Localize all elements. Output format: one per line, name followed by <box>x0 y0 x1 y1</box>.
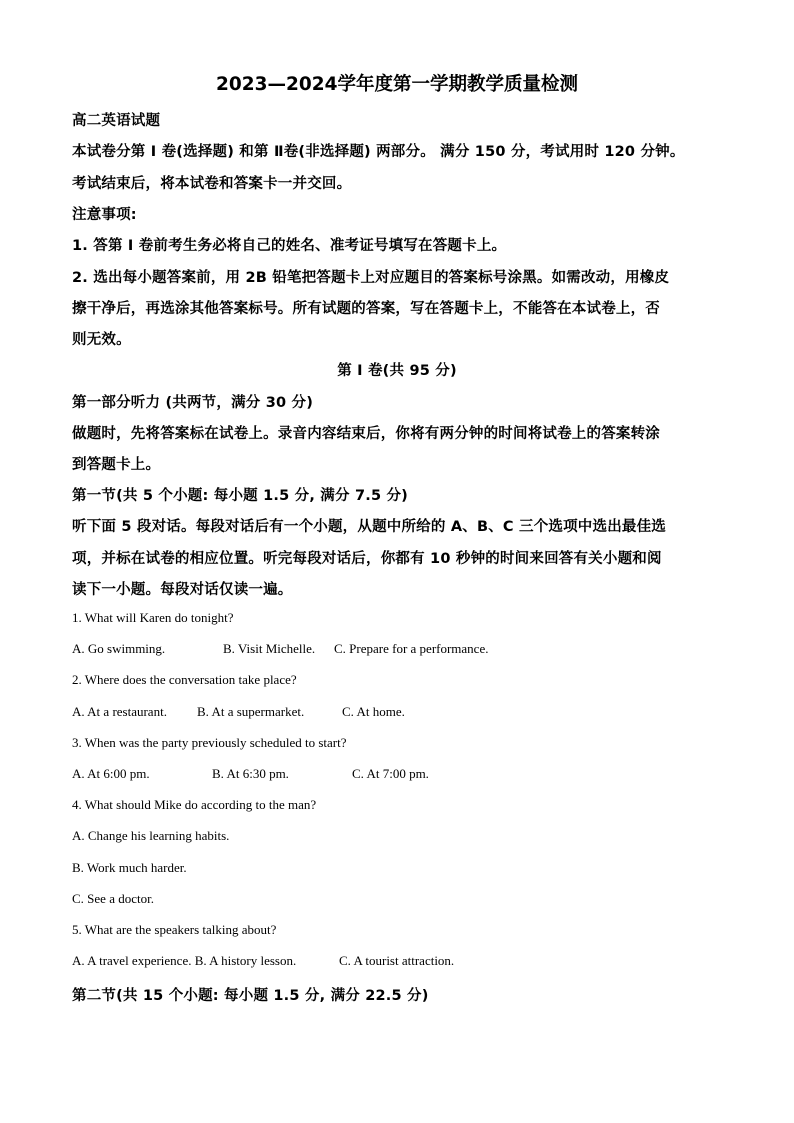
notes-item-2-line-2: 擦干净后，再选涂其他答案标号。所有试题的答案，写在答题卡上，不能答在本试卷上，否 <box>72 301 660 317</box>
section1-instruction-line-1: 听下面 5 段对话。每段对话后有一个小题，从题中所给的 A、B、C 三个选项中选出最佳选 <box>72 519 666 535</box>
question-4-option-a: A. Change his learning habits. <box>72 828 230 843</box>
option-c: C. Prepare for a performance. <box>334 641 489 656</box>
question-4: 4. What should Mike do according to the man? <box>72 797 317 812</box>
option-c: C. At home. <box>342 704 405 719</box>
option-b: B. At 6:30 pm. <box>212 766 289 781</box>
notes-item-1: 1. 答第 I 卷前考生务必将自己的姓名、准考证号填写在答题卡上。 <box>72 238 507 254</box>
subject-heading: 高二英语试题 <box>72 113 161 129</box>
notes-heading: 注意事项: <box>72 207 137 223</box>
section1-instruction-line-2: 项，并标在试卷的相应位置。听完每段对话后，你都有 10 秒钟的时间来回答有关小题和阅 <box>72 551 662 567</box>
question-2: 2. Where does the conversation take place? <box>72 672 297 687</box>
question-5: 5. What are the speakers talking about? <box>72 922 277 937</box>
option-c: C. At 7:00 pm. <box>352 766 429 781</box>
question-3: 3. When was the party previously scheduled to start? <box>72 735 347 750</box>
part1-instruction-line-1: 做题时，先将答案标在试卷上。录音内容结束后，你将有两分钟的时间将试卷上的答案转涂 <box>72 426 660 442</box>
section1-instruction-line-3: 读下一小题。每段对话仅读一遍。 <box>72 582 293 598</box>
exam-title: 2023—2024学年度第一学期教学质量检测 <box>216 74 578 95</box>
question-1: 1. What will Karen do tonight? <box>72 610 234 625</box>
question-4-option-c: C. See a doctor. <box>72 891 154 906</box>
intro-line-1: 本试卷分第 I 卷(选择题) 和第 Ⅱ卷(非选择题) 两部分。 满分 150 分，考试用时 120 分钟。 <box>72 144 685 160</box>
section2-heading: 第二节(共 15 个小题: 每小题 1.5 分, 满分 22.5 分) <box>72 988 429 1004</box>
section1-heading: 第一节(共 5 个小题: 每小题 1.5 分, 满分 7.5 分) <box>72 488 409 504</box>
option-b: B. Visit Michelle. <box>223 641 316 656</box>
volume-heading: 第 I 卷(共 95 分) <box>337 363 457 379</box>
part1-instruction-line-2: 到答题卡上。 <box>72 457 161 473</box>
intro-line-2: 考试结束后，将本试卷和答案卡一并交回。 <box>72 176 352 192</box>
notes-item-2-line-3: 则无效。 <box>72 332 131 348</box>
part1-heading: 第一部分听力 (共两节，满分 30 分) <box>72 395 314 411</box>
notes-item-2-line-1: 2. 选出每小题答案前，用 2B 铅笔把答题卡上对应题目的答案标号涂黑。如需改动，用橡皮 <box>72 270 670 286</box>
option-a: A. Go swimming. <box>72 641 166 656</box>
question-4-option-b: B. Work much harder. <box>72 860 187 875</box>
option-c: C. A tourist attraction. <box>339 953 455 968</box>
option-a: A. At 6:00 pm. <box>72 766 150 781</box>
option-b: B. At a supermarket. <box>197 704 305 719</box>
option-a: A. At a restaurant. <box>72 704 167 719</box>
option-a-b: A. A travel experience. B. A history lesson. <box>72 953 297 968</box>
